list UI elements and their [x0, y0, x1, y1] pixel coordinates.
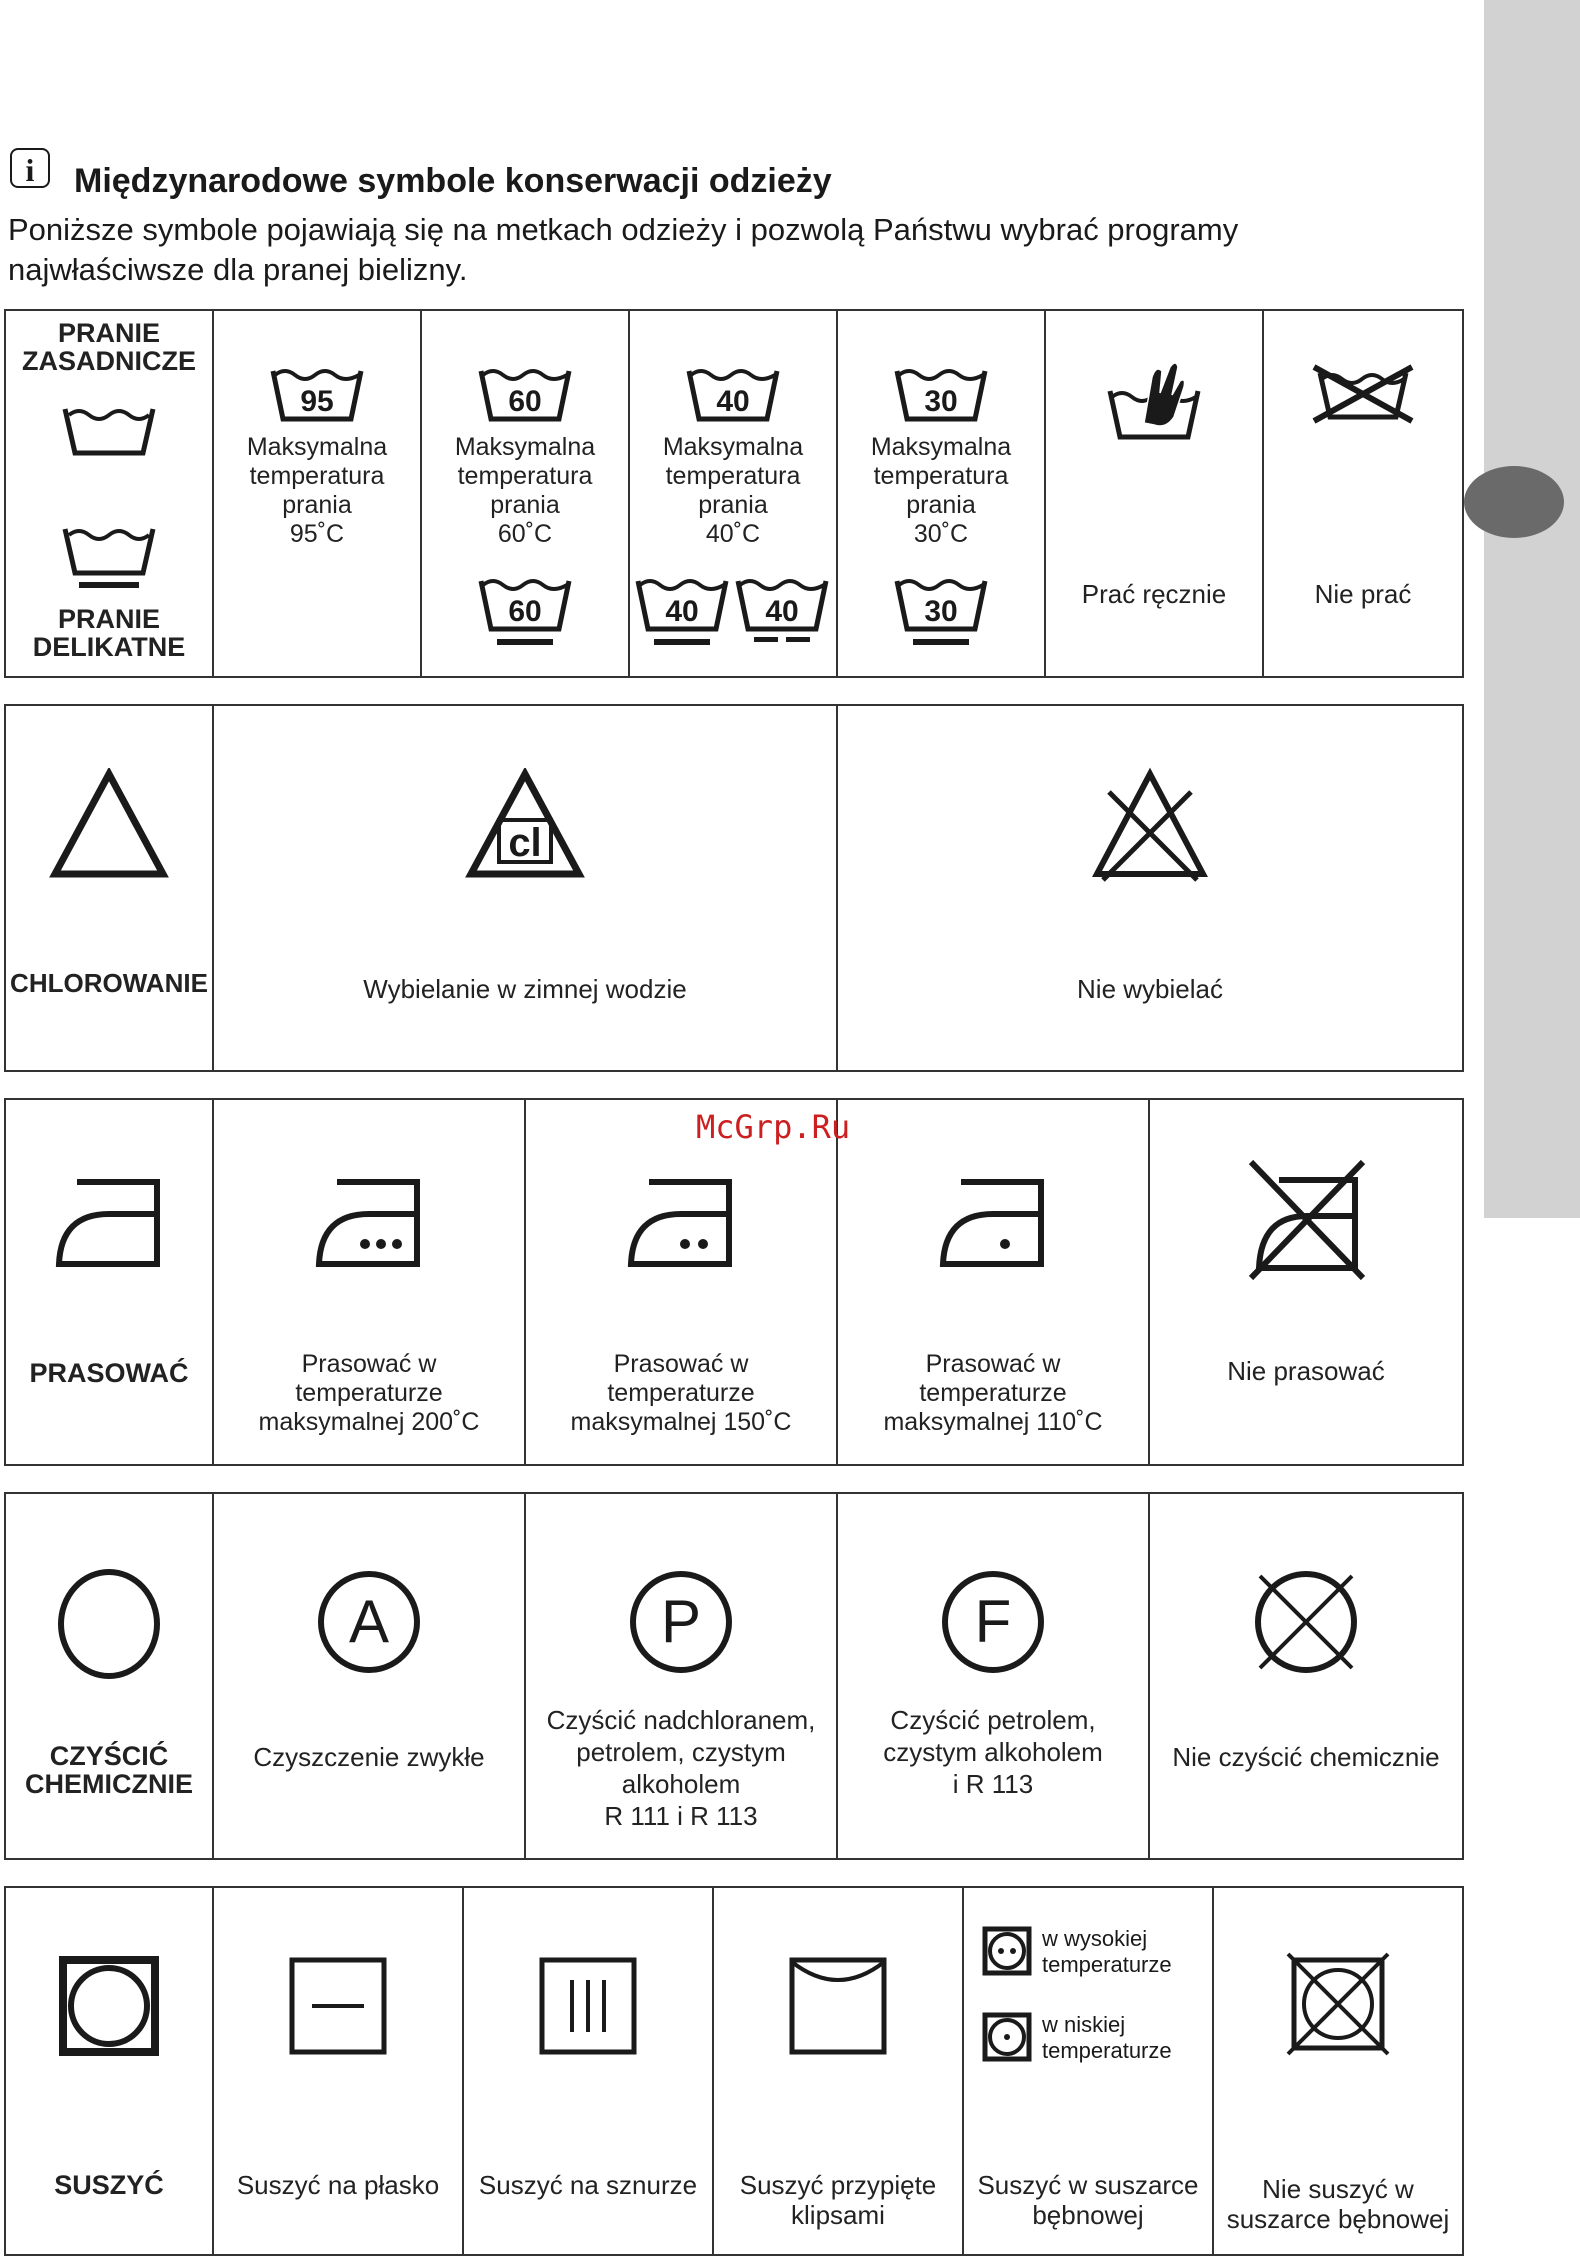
svg-text:P: P	[660, 1588, 702, 1655]
hand-wash-text: Prać ręcznie	[1081, 579, 1227, 609]
dry-line-icon	[536, 1954, 640, 2058]
washtub-60-icon	[477, 363, 573, 425]
no-iron-icon	[1241, 1154, 1371, 1284]
svg-text:60: 60	[508, 595, 542, 628]
dry-flat-icon	[286, 1954, 390, 2058]
wash-40-text: Maksymalna temperatura prania 40˚C	[662, 433, 804, 548]
washtub-40-very-delicate-icon	[734, 573, 830, 649]
no-tumble-dry-icon	[1284, 1950, 1392, 2058]
dry-clean-category-cell	[5, 1493, 213, 1859]
tumble-low-legend	[982, 2012, 1172, 2064]
no-bleach-text: Nie wybielać	[1077, 974, 1223, 1004]
hand-wash-cell	[1045, 310, 1263, 677]
bleach-label: CHLOROWANIE	[10, 968, 208, 998]
svg-text:cl: cl	[508, 821, 542, 865]
dry-clean-a-text: Czyszczenie zwykłe	[253, 1742, 485, 1772]
washtub-95-icon	[269, 363, 365, 425]
svg-text:60: 60	[508, 385, 542, 418]
dry-clip-text: Suszyć przypięte klipsami	[739, 2170, 937, 2230]
bleach-cold-text: Wybielanie w zimnej wodzie	[363, 974, 687, 1004]
svg-text:40: 40	[665, 595, 699, 628]
tumble-dry-square-icon	[57, 1954, 161, 2058]
svg-text:30: 30	[924, 595, 958, 628]
dry-clean-table	[4, 1492, 1464, 1860]
wash-30-text: Maksymalna temperatura prania 30˚C	[870, 433, 1012, 548]
iron-200-cell	[213, 1099, 525, 1465]
wash-30-cell	[837, 310, 1045, 677]
no-iron-cell	[1149, 1099, 1463, 1465]
tumble-low-text: w niskiej temperaturze	[1042, 2012, 1172, 2063]
no-bleach-icon	[1085, 766, 1215, 884]
tumble-high-icon	[982, 1926, 1032, 1976]
svg-text:F: F	[974, 1588, 1012, 1655]
washtub-40-icon	[685, 363, 781, 425]
chlorine-triangle-icon	[465, 768, 585, 880]
hand-wash-icon	[1104, 353, 1204, 443]
dry-label: SUSZYĆ	[54, 2170, 164, 2200]
side-tab	[1484, 0, 1580, 1218]
tumble-high-legend	[982, 1926, 1172, 1978]
ironing-table	[4, 1098, 1464, 1466]
dry-flat-cell	[213, 1887, 463, 2255]
no-dry-clean-cell	[1149, 1493, 1463, 1859]
dry-clip-icon	[786, 1954, 890, 2058]
wash-60-text: Maksymalna temperatura prania 60˚C	[454, 433, 596, 548]
washtub-30-icon	[893, 363, 989, 425]
dry-clean-p-text: Czyścić nadchloranem, petrolem, czystym alkoholem R 111 i R 113	[546, 1705, 816, 1831]
wash-60-cell	[421, 310, 629, 677]
washtub-30-delicate-icon	[893, 573, 989, 649]
iron-110-cell	[837, 1099, 1149, 1465]
dry-tumble-text: Suszyć w suszarce bębnowej	[977, 2170, 1199, 2230]
dry-flat-text: Suszyć na płasko	[236, 2170, 440, 2200]
svg-text:30: 30	[924, 385, 958, 418]
bleach-category-cell	[5, 705, 213, 1071]
washtub-delicate-icon	[61, 521, 157, 591]
svg-text:A: A	[348, 1588, 390, 1655]
iron-category-cell	[5, 1099, 213, 1465]
page-title: Międzynarodowe symbole konserwacji odzieży	[74, 162, 832, 200]
side-tab-marker	[1464, 466, 1564, 538]
wash-main-label: PRANIE ZASADNICZE	[22, 318, 196, 376]
washing-table	[4, 309, 1464, 678]
dry-tumble-cell	[963, 1887, 1213, 2255]
iron-label: PRASOWAĆ	[29, 1358, 189, 1388]
no-dry-clean-icon	[1250, 1566, 1362, 1678]
dry-line-text: Suszyć na sznurze	[478, 2170, 698, 2200]
iron-150-text: Prasować w temperaturze maksymalnej 150˚C	[570, 1350, 792, 1436]
wash-40-cell	[629, 310, 837, 677]
bleach-cold-cell	[213, 705, 837, 1071]
tumble-high-text: w wysokiej temperaturze	[1042, 1926, 1172, 1977]
dry-line-cell	[463, 1887, 713, 2255]
iron-three-dots-icon	[309, 1172, 429, 1272]
washtub-60-delicate-icon	[477, 573, 573, 649]
wash-delicate-label: PRANIE DELIKATNE	[32, 604, 186, 662]
no-wash-cell	[1263, 310, 1463, 677]
iron-200-text: Prasować w temperaturze maksymalnej 200˚C	[258, 1350, 480, 1436]
iron-two-dots-icon	[621, 1172, 741, 1272]
info-icon: i	[10, 148, 50, 188]
iron-one-dot-icon	[933, 1172, 1053, 1272]
svg-text:40: 40	[716, 385, 750, 418]
circle-p-icon	[627, 1568, 735, 1676]
drying-table	[4, 1886, 1464, 2256]
dry-clean-a-cell	[213, 1493, 525, 1859]
iron-150-cell	[525, 1099, 837, 1465]
circle-f-icon	[939, 1568, 1047, 1676]
no-dry-clean-text: Nie czyścić chemicznie	[1172, 1742, 1440, 1772]
circle-icon	[55, 1568, 163, 1680]
no-tumble-text: Nie suszyć w suszarce bębnowej	[1226, 2174, 1450, 2234]
triangle-icon	[49, 768, 169, 880]
no-bleach-cell	[837, 705, 1463, 1071]
iron-110-text: Prasować w temperaturze maksymalnej 110˚C	[883, 1350, 1103, 1436]
no-tumble-cell	[1213, 1887, 1463, 2255]
dry-clean-f-text: Czyścić petrolem, czystym alkoholem i R 113	[883, 1705, 1103, 1799]
watermark: McGrp.Ru	[696, 1108, 851, 1146]
dry-clean-p-cell	[525, 1493, 837, 1859]
tumble-low-icon	[982, 2012, 1032, 2062]
dry-category-cell	[5, 1887, 213, 2255]
dry-clean-f-cell	[837, 1493, 1149, 1859]
dry-clean-label: CZYŚCIĆ CHEMICZNIE	[25, 1741, 193, 1799]
washtub-40-delicate-icon	[634, 573, 730, 649]
svg-text:95: 95	[300, 385, 334, 418]
no-iron-text: Nie prasować	[1227, 1356, 1385, 1386]
intro-text: Poniższe symbole pojawiają się na metkach odzieży i pozwolą Państwu wybrać programy najwłaściwsze dla pranej bielizny.	[8, 212, 1239, 287]
no-wash-icon	[1308, 363, 1418, 425]
washtub-icon	[61, 401, 157, 459]
wash-category-cell	[5, 310, 213, 677]
dry-clip-cell	[713, 1887, 963, 2255]
bleach-table	[4, 704, 1464, 1072]
iron-icon	[49, 1172, 169, 1272]
no-wash-text: Nie prać	[1314, 579, 1412, 609]
wash-95-text: Maksymalna temperatura prania 95˚C	[246, 433, 388, 548]
circle-a-icon	[315, 1568, 423, 1676]
wash-95-cell	[213, 310, 421, 677]
svg-text:40: 40	[765, 595, 799, 628]
